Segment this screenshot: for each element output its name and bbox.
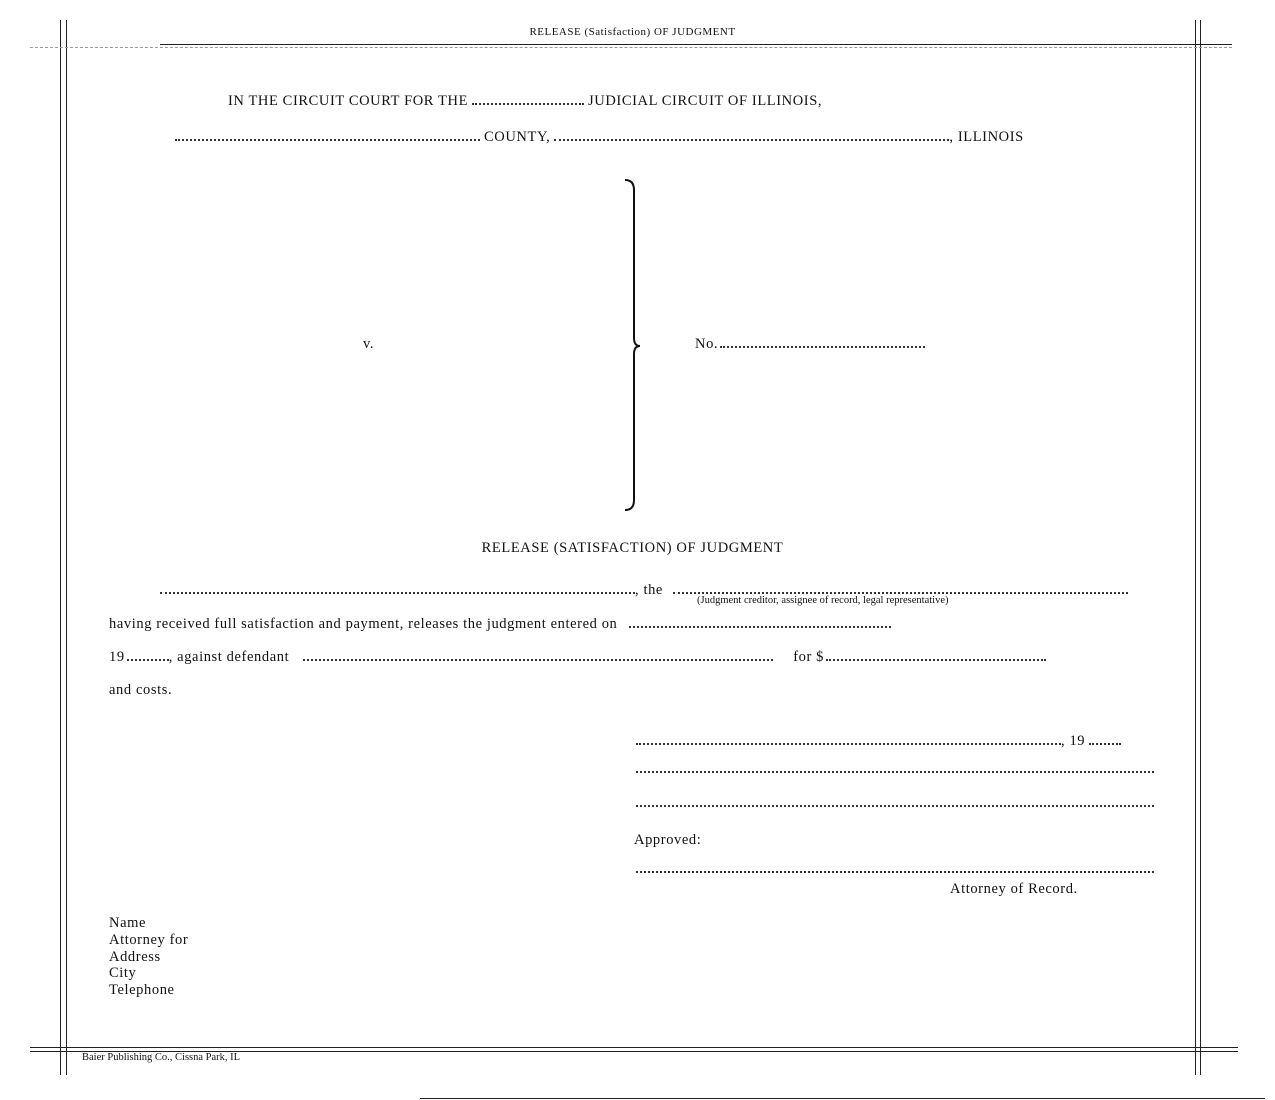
frame-top-1 — [160, 44, 1232, 45]
defendant-field[interactable] — [303, 658, 773, 661]
creditor-hint: (Judgment creditor, assignee of record, legal representative) — [697, 595, 949, 606]
page-edge-line — [420, 1098, 1265, 1099]
publisher-footer: Baier Publishing Co., Cissna Park, IL — [82, 1052, 241, 1063]
court-suffix: JUDICIAL CIRCUIT OF ILLINOIS, — [588, 93, 823, 109]
body-line-2-text: having received full satisfaction and payment, releases the judgment entered on — [109, 616, 618, 632]
attorney-of-record-label: Attorney of Record. — [950, 881, 1078, 897]
case-number-field[interactable] — [720, 345, 925, 348]
circuit-number-field[interactable] — [472, 102, 584, 105]
telephone-label: Telephone — [109, 982, 175, 999]
body-line-4: and costs. — [109, 682, 173, 698]
signature-date-line — [636, 733, 1125, 750]
body-line-2 — [109, 616, 895, 633]
city-label: City — [109, 965, 137, 982]
attorney-name-label: Name — [109, 915, 147, 931]
releasor-capacity-field[interactable] — [673, 591, 1128, 594]
signature-year-prefix: , 19 — [1061, 733, 1086, 749]
signer-title-field[interactable] — [636, 804, 1154, 807]
for-amount-label: for $ — [793, 649, 825, 665]
court-line — [228, 93, 822, 110]
address-label: Address — [109, 948, 161, 965]
signature-field[interactable] — [636, 770, 1154, 773]
case-number-line — [695, 336, 929, 353]
the-label: , the — [635, 582, 663, 598]
attorney-for-label: Attorney for — [109, 931, 189, 948]
judgment-date-field[interactable] — [629, 625, 891, 628]
document-title: RELEASE (SATISFACTION) OF JUDGMENT — [481, 540, 784, 556]
body-line-1 — [160, 582, 1132, 599]
header-title: RELEASE (Satisfaction) OF JUDGMENT — [529, 26, 736, 38]
signature-date-field[interactable] — [636, 742, 1061, 745]
approved-label: Approved: — [634, 832, 702, 848]
body-line-3 — [109, 649, 1050, 666]
year-prefix: 19 — [109, 649, 125, 665]
amount-field[interactable] — [826, 658, 1046, 661]
county-field[interactable] — [175, 138, 480, 141]
judgment-year-field[interactable] — [127, 658, 169, 661]
case-brace — [622, 178, 644, 514]
county-label: COUNTY, — [484, 129, 551, 145]
releasor-name-field[interactable] — [160, 591, 635, 594]
against-label: , against defendant — [168, 649, 290, 665]
versus-label: v. — [363, 336, 375, 352]
signature-year-field[interactable] — [1089, 742, 1121, 745]
court-prefix: IN THE CIRCUIT COURT FOR THE — [228, 93, 469, 109]
attorney-signature-field[interactable] — [636, 870, 1154, 873]
state-label: , ILLINOIS — [949, 129, 1024, 145]
case-number-label: No. — [695, 336, 719, 352]
plaintiff-location-field[interactable] — [554, 138, 949, 141]
attorney-block — [109, 915, 188, 999]
county-line — [175, 129, 1024, 146]
frame-bottom-1 — [30, 1047, 1238, 1048]
frame-top-2 — [30, 47, 1232, 49]
